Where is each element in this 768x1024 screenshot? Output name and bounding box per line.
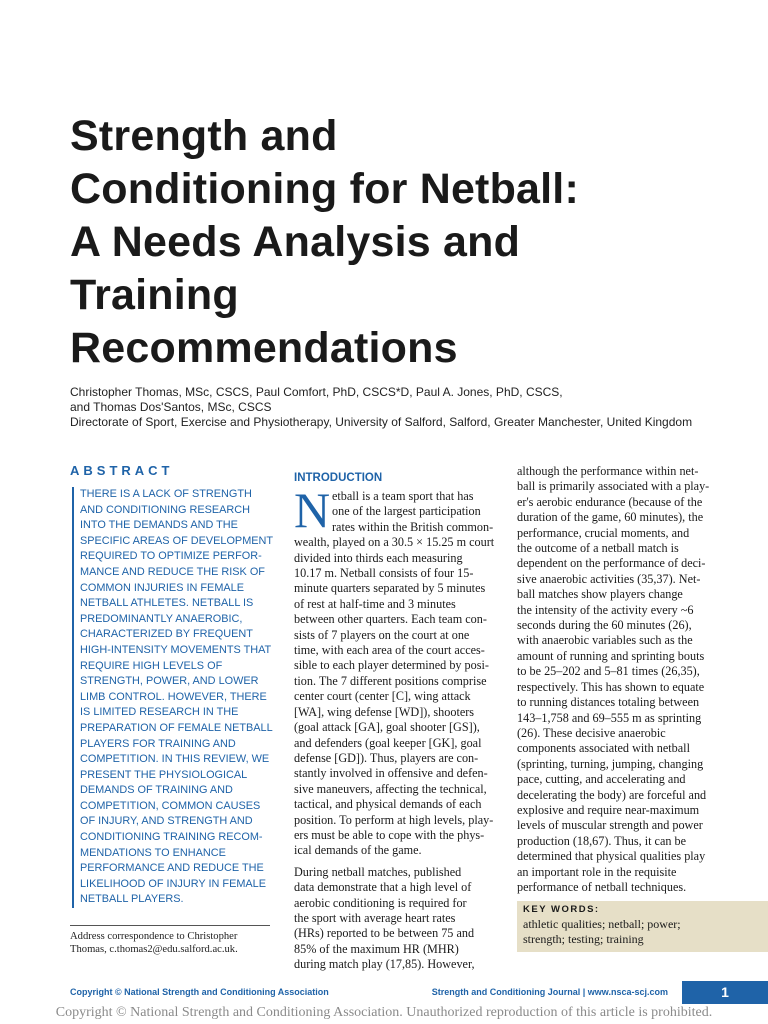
body-line: pace, cutting, and accelerating and	[517, 772, 686, 787]
correspondence-line: Thomas, c.thomas2@edu.salford.ac.uk.	[70, 944, 238, 955]
drop-cap: N	[294, 482, 331, 538]
abstract-line: MANCE AND REDUCE THE RISK OF	[80, 565, 265, 578]
body-line: amount of running and sprinting bouts	[517, 648, 705, 663]
body-line: production (18,67). Thus, it can be	[517, 833, 687, 848]
abstract-body	[72, 487, 280, 908]
intro-line: tion. The 7 different positions comprise	[294, 673, 487, 688]
intro-line: 10.17 m. Netball consists of four 15-	[294, 566, 474, 581]
intro-line: divided into thirds each measuring	[294, 550, 463, 565]
body-line: the intensity of the activity every ~6	[517, 602, 694, 617]
intro-line: (goal attack [GA], goal shooter [GS]),	[294, 720, 480, 735]
body-line: decelerating the body) are forceful and	[517, 787, 707, 802]
abstract-line: DEMANDS OF TRAINING AND	[80, 784, 233, 797]
abstract-line: NETBALL ATHLETES. NETBALL IS	[80, 597, 254, 610]
intro-line: defense [GD]). Thus, players are con-	[294, 750, 479, 765]
abstract-line: THERE IS A LACK OF STRENGTH	[80, 488, 252, 500]
body-line: (26). These decisive anaerobic	[517, 725, 666, 740]
abstract-line: LIKELIHOOD OF INJURY IN FEMALE	[80, 877, 266, 890]
dropcap-paragraph	[294, 482, 494, 538]
body-line: performance, crucial moments, and	[517, 525, 690, 540]
body-line: ball is primarily associated with a play-	[517, 479, 710, 494]
abstract-line: CONDITIONING TRAINING RECOM-	[80, 831, 263, 844]
intro-line: During netball matches, published	[294, 864, 462, 879]
body-line: (sprinting, turning, jumping, changing	[517, 756, 704, 771]
intro-line: and defenders (goal keeper [GK], goal	[294, 735, 482, 750]
body-line: explosive and require near-maximum	[517, 802, 700, 817]
intro-line: stantly involved in offensive and defen-	[294, 766, 488, 781]
body-line: ball matches show players change	[517, 587, 683, 602]
author-line: Christopher Thomas, MSc, CSCS, Paul Comfort, PhD, CSCS*D, Paul A. Jones, PhD, CSCS,	[70, 385, 563, 399]
body-line: determined that physical qualities play	[517, 849, 706, 864]
footer-copyright: Copyright © National Strength and Conditioning Association	[70, 987, 329, 997]
abstract-line: NETBALL PLAYERS.	[80, 893, 184, 906]
body-line: levels of muscular strength and power	[517, 818, 703, 833]
intro-line: aerobic conditioning is required for	[294, 895, 467, 910]
intro-line: data demonstrate that a high level of	[294, 880, 472, 895]
abstract-line: SPECIFIC AREAS OF DEVELOPMENT	[80, 534, 274, 547]
intro-line: 85% of the maximum HR (MHR)	[294, 941, 459, 956]
correspondence-line: Address correspondence to Christopher	[70, 931, 238, 942]
affiliation: Directorate of Sport, Exercise and Physiotherapy, University of Salford, Salford, Greater Manchester, United Kingdom	[70, 415, 693, 429]
abstract-line: MENDATIONS TO ENHANCE	[80, 846, 226, 859]
keywords-heading: KEY WORDS:	[523, 904, 600, 915]
page-number: 1	[682, 981, 768, 1004]
body-line: although the performance within net-	[517, 464, 699, 478]
keywords-line: strength; testing; training	[523, 932, 644, 946]
abstract-line: PERFORMANCE AND REDUCE THE	[80, 862, 264, 875]
intro-line: ers must be able to cope with the phys-	[294, 827, 485, 842]
body-line: duration of the game, 60 minutes), the	[517, 510, 704, 525]
abstract-line: REQUIRED TO OPTIMIZE PERFOR-	[80, 550, 262, 563]
article-title	[70, 110, 750, 375]
intro-line: sists of 7 players on the court at one	[294, 627, 470, 642]
title-line: Recommendations	[70, 324, 458, 372]
title-line: A Needs Analysis and	[70, 218, 521, 266]
correspondence-note	[70, 925, 270, 956]
abstract-line: OF INJURY, AND STRENGTH AND	[80, 815, 253, 828]
body-line: dependent on the performance of deci-	[517, 556, 706, 571]
intro-line: sive maneuvers, affecting the technical,	[294, 781, 487, 796]
intro-line: etball is a team sport that has	[332, 489, 474, 503]
intro-line: between other quarters. Each team con-	[294, 612, 487, 627]
body-line: an important role in the requisite	[517, 864, 677, 879]
intro-line: time, with each area of the court acces-	[294, 643, 485, 658]
body-line: the outcome of a netball match is	[517, 541, 679, 556]
intro-line: position. To perform at high levels, play-	[294, 812, 494, 827]
abstract-line: PREDOMINANTLY ANAEROBIC,	[80, 612, 243, 625]
copyright-watermark: Copyright © National Strength and Conditioning Association. Unauthorized reproduction of this article is prohibited.	[55, 1005, 713, 1020]
abstract-heading: ABSTRACT	[70, 463, 174, 478]
title-line: Training	[70, 271, 239, 319]
intro-line: during match play (17,85). However,	[294, 957, 475, 972]
body-line: seconds during the 60 minutes (26),	[517, 618, 692, 633]
introduction-column	[294, 471, 494, 973]
body-line: with anaerobic variables such as the	[517, 633, 693, 648]
body-line: performance of netball techniques.	[517, 879, 687, 894]
body-line: to be 25–202 and 5–81 times (26,35),	[517, 664, 700, 679]
abstract-line: PREPARATION OF FEMALE NETBALL	[80, 721, 273, 734]
abstract-line: LIMB CONTROL. HOWEVER, THERE	[80, 690, 267, 703]
abstract-line: COMPETITION. IN THIS REVIEW, WE	[80, 753, 270, 766]
abstract-line: INTO THE DEMANDS AND THE	[80, 519, 238, 532]
introduction-heading: INTRODUCTION	[294, 472, 383, 484]
intro-line: ical demands of the game.	[294, 843, 422, 858]
abstract-line: STRENGTH, POWER, AND LOWER	[80, 675, 259, 688]
body-line: sive anaerobic activities (35,37). Net-	[517, 571, 701, 586]
abstract-line: PRESENT THE PHYSIOLOGICAL	[80, 768, 248, 781]
intro-line: rates within the British common-	[332, 519, 494, 534]
body-column-3	[517, 464, 717, 895]
body-line: 143–1,758 and 69–555 m as sprinting	[517, 710, 702, 725]
abstract-line: COMPETITION, COMMON CAUSES	[80, 799, 261, 812]
body-line: er's aerobic endurance (because of the	[517, 494, 703, 509]
abstract-line: IS LIMITED RESEARCH IN THE	[80, 706, 239, 719]
abstract-line: PLAYERS FOR TRAINING AND	[80, 737, 236, 750]
intro-line: [WA], wing defense [WD]), shooters	[294, 704, 475, 719]
keywords-box	[517, 901, 768, 952]
body-line: components associated with netball	[517, 741, 690, 756]
intro-line: wealth, played on a 30.5 × 15.25 m court	[294, 535, 495, 550]
author-block	[70, 385, 760, 430]
intro-paragraph-2	[294, 865, 494, 973]
title-line: Conditioning for Netball:	[70, 165, 579, 213]
keywords-list	[523, 917, 681, 947]
intro-line: center court (center [C], wing attack	[294, 689, 471, 704]
abstract-line: HIGH-INTENSITY MOVEMENTS THAT	[80, 643, 272, 656]
abstract-line: AND CONDITIONING RESEARCH	[80, 503, 251, 516]
keywords-line: athletic qualities; netball; power;	[523, 917, 681, 931]
abstract-line: COMMON INJURIES IN FEMALE	[80, 581, 244, 594]
footer-journal: Strength and Conditioning Journal | www.nsca-scj.com	[431, 987, 668, 997]
intro-line: the sport with average heart rates	[294, 910, 456, 925]
intro-line: one of the largest participation	[332, 504, 481, 519]
abstract-line: REQUIRE HIGH LEVELS OF	[80, 659, 223, 672]
intro-line: sible to each player determined by posi-	[294, 658, 489, 673]
body-line: respectively. This has shown to equate	[517, 679, 705, 694]
intro-line: minute quarters separated by 5 minutes	[294, 581, 486, 596]
title-line: Strength and	[70, 112, 338, 160]
intro-line: (HRs) reported to be between 75 and	[294, 926, 475, 941]
body-line: to running distances totaling between	[517, 695, 700, 710]
author-line: and Thomas Dos'Santos, MSc, CSCS	[70, 400, 272, 414]
abstract-line: CHARACTERIZED BY FREQUENT	[80, 628, 253, 641]
intro-line: of rest at half-time and 3 minutes	[294, 596, 456, 611]
intro-body	[294, 535, 494, 859]
intro-line: tactical, and physical demands of each	[294, 797, 482, 812]
